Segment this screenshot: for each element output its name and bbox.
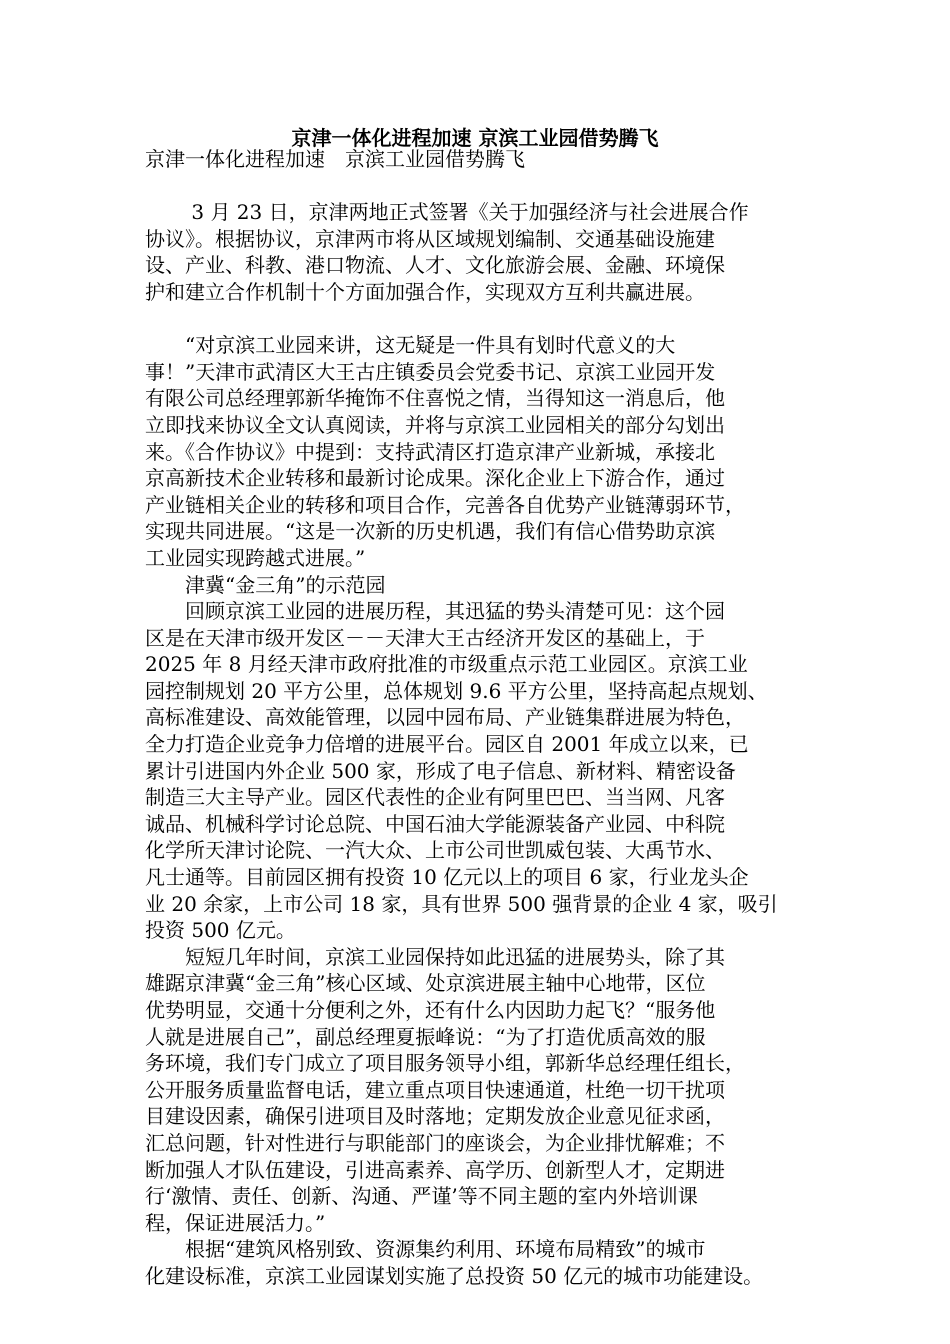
- paragraph-line: 护和建立合作机制十个方面加强合作，实现双方互利共赢进展。: [145, 279, 705, 304]
- paragraph-line: 产业链相关企业的转移和项目合作，完善各自优势产业链薄弱环节，: [145, 492, 745, 517]
- paragraph-line: 协议》。根据协议，京津两市将从区域规划编制、交通基础设施建: [145, 226, 715, 251]
- paragraph-line: 区是在天津市级开发区－－天津大王古经济开发区的基础上，于: [145, 625, 705, 650]
- paragraph-line: 高标准建设、高效能管理，以园中园布局、产业链集群进展为特色，: [145, 705, 745, 730]
- paragraph-line: 立即找来协议全文认真阅读，并将与京滨工业园相关的部分勾划出: [145, 412, 725, 437]
- paragraph-line: 程，保证进展活力。”: [145, 1210, 326, 1235]
- paragraph-line: 园控制规划 20 平方公里，总体规划 9.6 平方公里，坚持高起点规划、: [145, 678, 768, 703]
- blank-line: [145, 173, 815, 200]
- paragraph-line: 京高新技术企业转移和最新讨论成果。深化企业上下游合作，通过: [145, 466, 725, 491]
- paragraph-line: 累计引进国内外企业 500 家，形成了电子信息、新材料、精密设备: [145, 758, 736, 783]
- paragraph-line: 设、产业、科教、港口物流、人才、文化旅游会展、金融、环境保: [145, 253, 725, 278]
- paragraph-line: 制造三大主导产业。园区代表性的企业有阿里巴巴、当当网、凡客: [145, 785, 725, 810]
- paragraph-line: 3 月 23 日，京津两地正式签署《关于加强经济与社会进展合作: [145, 200, 749, 225]
- paragraph-line: 2025 年 8 月经天津市政府批准的市级重点示范工业园区。京滨工业: [145, 652, 748, 677]
- paragraph-line: 业 20 余家，上市公司 18 家，具有世界 500 强背景的企业 4 家，吸引: [145, 891, 778, 916]
- paragraph-line: 回顾京滨工业园的进展历程，其迅猛的势头清楚可见：这个园: [145, 599, 725, 624]
- document-title: 京津一体化进程加速 京滨工业园借势腾飞: [291, 126, 659, 150]
- paragraph-line: 优势明显，交通十分便利之外，还有什么内因助力起飞？“服务他: [145, 998, 716, 1022]
- paragraph-line: 化建设标准，京滨工业园谋划实施了总投资 50 亿元的城市功能建设。: [145, 1263, 764, 1288]
- paragraph-line: 行‘激情、责任、创新、沟通、严谨’等不同主题的室内外培训课: [145, 1184, 698, 1209]
- paragraph-line: 全力打造企业竞争力倍增的进展平台。园区自 2001 年成立以来，已: [145, 732, 749, 757]
- paragraph-line: 诚品、机械科学讨论总院、中国石油大学能源装备产业园、中科院: [145, 811, 725, 836]
- paragraph-line: 断加强人才队伍建设，引进高素养、高学历、创新型人才，定期进: [145, 1157, 725, 1182]
- paragraph-line: 投资 500 亿元。: [145, 918, 296, 943]
- paragraph-line: 根据“建筑风格别致、资源集约利用、环境布局精致”的城市: [145, 1237, 706, 1262]
- paragraph-line: 公开服务质量监督电话，建立重点项目快速通道，杜绝一切干扰项: [145, 1077, 725, 1102]
- paragraph-line: 人就是进展自己”，副总经理夏振峰说：“为了打造优质高效的服: [145, 1024, 706, 1049]
- paragraph-line: 来。《合作协议》中提到：支持武清区打造京津产业新城，承接北: [145, 439, 715, 464]
- paragraph-line: 有限公司总经理郭新华掩饰不住喜悦之情，当得知这一消息后，他: [145, 386, 725, 411]
- paragraph-line: 雄踞京津冀“金三角”核心区域、处京滨进展主轴中心地带，区位: [145, 971, 706, 996]
- paragraph-line: 事！”天津市武清区大王古庄镇委员会党委书记、京滨工业园开发: [145, 359, 716, 384]
- blank-line: [145, 306, 815, 333]
- paragraph-line: 化学所天津讨论院、一汽大众、上市公司世凯威包装、大禹节水、: [145, 838, 725, 863]
- section-heading: 津冀“金三角”的示范园: [145, 572, 386, 597]
- document-body: [145, 146, 815, 1290]
- paragraph-line: 凡士通等。目前园区拥有投资 10 亿元以上的项目 6 家，行业龙头企: [145, 865, 749, 890]
- paragraph-line: 工业园实现跨越式进展。”: [145, 545, 366, 570]
- paragraph-line: 务环境，我们专门成立了项目服务领导小组，郭新华总经理任组长，: [145, 1051, 745, 1076]
- paragraph-line: 实现共同进展。“这是一次新的历史机遇，我们有信心借势助京滨: [145, 519, 716, 544]
- paragraph-line: 短短几年时间，京滨工业园保持如此迅猛的进展势头，除了其: [145, 944, 725, 969]
- paragraph-line: 目建设因素，确保引进项目及时落地；定期发放企业意见征求函，: [145, 1104, 725, 1129]
- paragraph-line: “对京滨工业园来讲，这无疑是一件具有划时代意义的大: [145, 333, 676, 358]
- paragraph-line: 汇总问题，针对性进行与职能部门的座谈会，为企业排忧解难；不: [145, 1130, 725, 1155]
- document-subtitle: 京津一体化进程加速 京滨工业园借势腾飞: [145, 147, 525, 171]
